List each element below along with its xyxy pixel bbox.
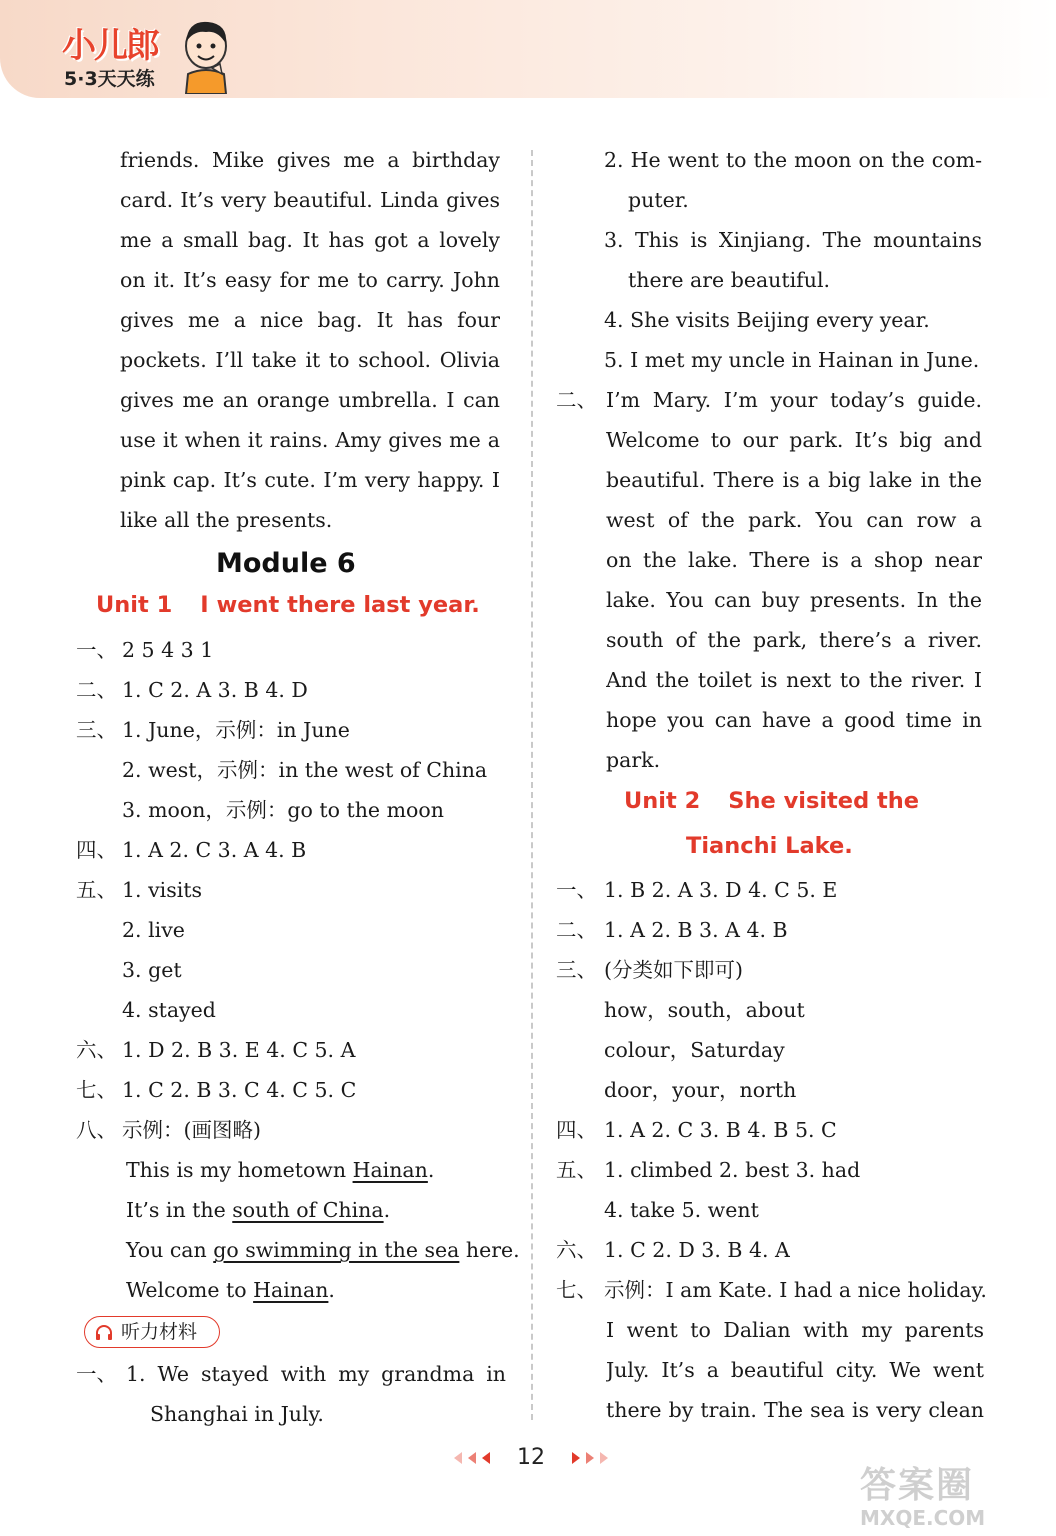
question-number: 二、 (556, 388, 597, 412)
listening-line: there are beautiful. (628, 268, 831, 292)
unit-label: Unit 2 (624, 788, 701, 814)
listening-line: 4. She visits Beijing every year. (604, 308, 930, 332)
passage-line: pockets. I’ll take it to school. Olivia (120, 348, 500, 372)
watermark-logo (860, 1466, 1056, 1536)
answer-text: 1. C 2. A 3. B 4. D (122, 678, 308, 702)
listening-line: 2. He went to the moon on the com- (604, 148, 982, 172)
listening-line: 3. This is Xinjiang. The mountains (604, 228, 982, 252)
answer-text: 示例：(画图略) (122, 1118, 261, 1142)
answer-text: 1. climbed 2. best 3. had (604, 1158, 861, 1182)
underlined-text: south of China (232, 1198, 384, 1222)
sample-line: July. It’s a beautiful city. We went (606, 1358, 984, 1382)
question-number: 六、 (76, 1038, 117, 1062)
unit-label: Unit 1 (96, 592, 173, 618)
text: You can (126, 1238, 214, 1262)
answer-text: how，south，about (604, 998, 805, 1022)
watermark-domain: MXQE.COM (860, 1506, 986, 1530)
question-number: 三、 (556, 958, 597, 982)
listening-line: 5. I met my uncle in Hainan in June. (604, 348, 980, 372)
unit-heading (624, 788, 919, 814)
text: . (328, 1278, 335, 1302)
answer-text: 1. C 2. D 3. B 4. A (604, 1238, 790, 1262)
listening-line: puter. (628, 188, 689, 212)
answer-text: 1. A 2. C 3. A 4. B (122, 838, 307, 862)
unit-heading (96, 592, 480, 618)
column-divider (531, 150, 533, 1420)
question-number: 四、 (76, 838, 117, 862)
listening-row (76, 1354, 508, 1394)
question-number: 七、 (556, 1278, 597, 1302)
answer-text: 1. June，示例：in June (122, 718, 350, 742)
unit-title: I went there last year. (200, 592, 480, 618)
listening-text: Shanghai in July. (150, 1402, 324, 1426)
passage-line: Welcome to our park. It’s big and (606, 428, 982, 452)
question-number: 三、 (76, 718, 117, 742)
answer-text: colour，Saturday (604, 1038, 785, 1062)
question-number: 八、 (76, 1118, 117, 1142)
question-number: 六、 (556, 1238, 597, 1262)
unit-title-continued: Tianchi Lake. (686, 833, 853, 859)
answer-text: 1. B 2. A 3. D 4. C 5. E (604, 878, 838, 902)
logo-title: 小儿郎 (62, 26, 158, 66)
answer-text: 1. A 2. B 3. A 4. B (604, 918, 788, 942)
text: . (427, 1158, 435, 1182)
question-number: 四、 (556, 1118, 597, 1142)
passage-line: gives me a nice bag. It has four (120, 308, 500, 332)
passage-line: me a small bag. It has got a lovely (120, 228, 500, 252)
passage-line: pink cap. It’s cute. I’m very happy. I (120, 468, 500, 492)
listening-label: 听力材料 (121, 1321, 198, 1343)
text: It’s in the (126, 1198, 233, 1222)
answer-text: 1. D 2. B 3. E 4. C 5. A (122, 1038, 356, 1062)
sample-line: I went to Dalian with my parents (606, 1318, 984, 1342)
watermark-text: 答案圈 (860, 1465, 975, 1506)
passage-line: like all the presents. (120, 508, 333, 532)
answer-text: 3. moon，示例：go to the moon (122, 798, 444, 822)
answer-text: 1. A 2. C 3. B 4. B 5. C (604, 1118, 837, 1142)
module-title: Module 6 (216, 548, 356, 579)
answer-text: 2. west，示例：in the west of China (122, 758, 488, 782)
underlined-text: go swimming in the sea (213, 1238, 460, 1262)
next-arrows-icon (564, 1450, 610, 1466)
sample-line (126, 1150, 434, 1190)
sample-line: there by train. The sea is very clean (606, 1398, 984, 1422)
answer-text: 1. visits (122, 878, 203, 902)
question-number: 一、 (556, 878, 597, 902)
passage-line: card. It’s very beautiful. Linda gives (120, 188, 500, 212)
prev-arrows-icon (452, 1450, 498, 1466)
logo-subtitle: 5·3天天练 (64, 68, 155, 90)
question-number: 五、 (76, 878, 117, 902)
answer-text: 2 5 4 3 1 (122, 638, 214, 662)
passage-line: I’m Mary. I’m your today’s guide. (606, 388, 982, 412)
answer-text: 示例：I am Kate. I had a nice holiday. (604, 1278, 987, 1302)
listening-text: 1. We stayed with my grandma in (126, 1362, 506, 1386)
answer-text: (分类如下即可) (604, 958, 743, 982)
question-number: 七、 (76, 1078, 117, 1102)
passage-line: use it when it rains. Amy gives me a (120, 428, 500, 452)
underlined-text: Hainan (253, 1278, 329, 1302)
question-number: 一、 (76, 638, 117, 662)
text: . (383, 1198, 391, 1222)
passage-line: on the lake. There is a shop near (606, 548, 982, 572)
passage-line: hope you can have a good time in (606, 708, 982, 732)
passage-line: beautiful. There is a big lake in the (606, 468, 982, 492)
passage-line: west of the park. You can row a (606, 508, 982, 532)
question-number: 二、 (76, 678, 117, 702)
text: Welcome to (126, 1278, 254, 1302)
answer-text: 4. take 5. went (604, 1198, 759, 1222)
text: This is my hometown (126, 1158, 353, 1182)
text: here. (459, 1238, 520, 1262)
passage-line: gives me an orange umbrella. I can (120, 388, 500, 412)
passage-line: park. (606, 748, 661, 772)
passage-line: on it. It’s easy for me to carry. John (120, 268, 500, 292)
answer-text: 4. stayed (122, 998, 216, 1022)
mascot-icon (178, 16, 234, 94)
question-number: 五、 (556, 1158, 597, 1182)
answer-text: 2. live (122, 918, 185, 942)
sample-line (126, 1190, 390, 1230)
sample-line (126, 1230, 520, 1270)
listening-row (150, 1394, 324, 1434)
passage-line: lake. You can buy presents. In the (606, 588, 982, 612)
answer-text: door，your，north (604, 1078, 797, 1102)
passage-line: friends. Mike gives me a birthday (120, 148, 500, 172)
question-number: 二、 (556, 918, 597, 942)
passage-line: And the toilet is next to the river. I (606, 668, 982, 692)
question-number: 一、 (76, 1362, 117, 1386)
passage-line: south of the park, there’s a river. (606, 628, 982, 652)
headphones-icon (95, 1325, 113, 1341)
unit-title: She visited the (728, 788, 920, 814)
answer-text: 1. C 2. B 3. C 4. C 5. C (122, 1078, 357, 1102)
underlined-text: Hainan (352, 1158, 428, 1182)
listening-material-tag (84, 1316, 220, 1348)
sample-line (126, 1270, 335, 1310)
page-number: 12 (517, 1445, 545, 1470)
answer-text: 3. get (122, 958, 182, 982)
